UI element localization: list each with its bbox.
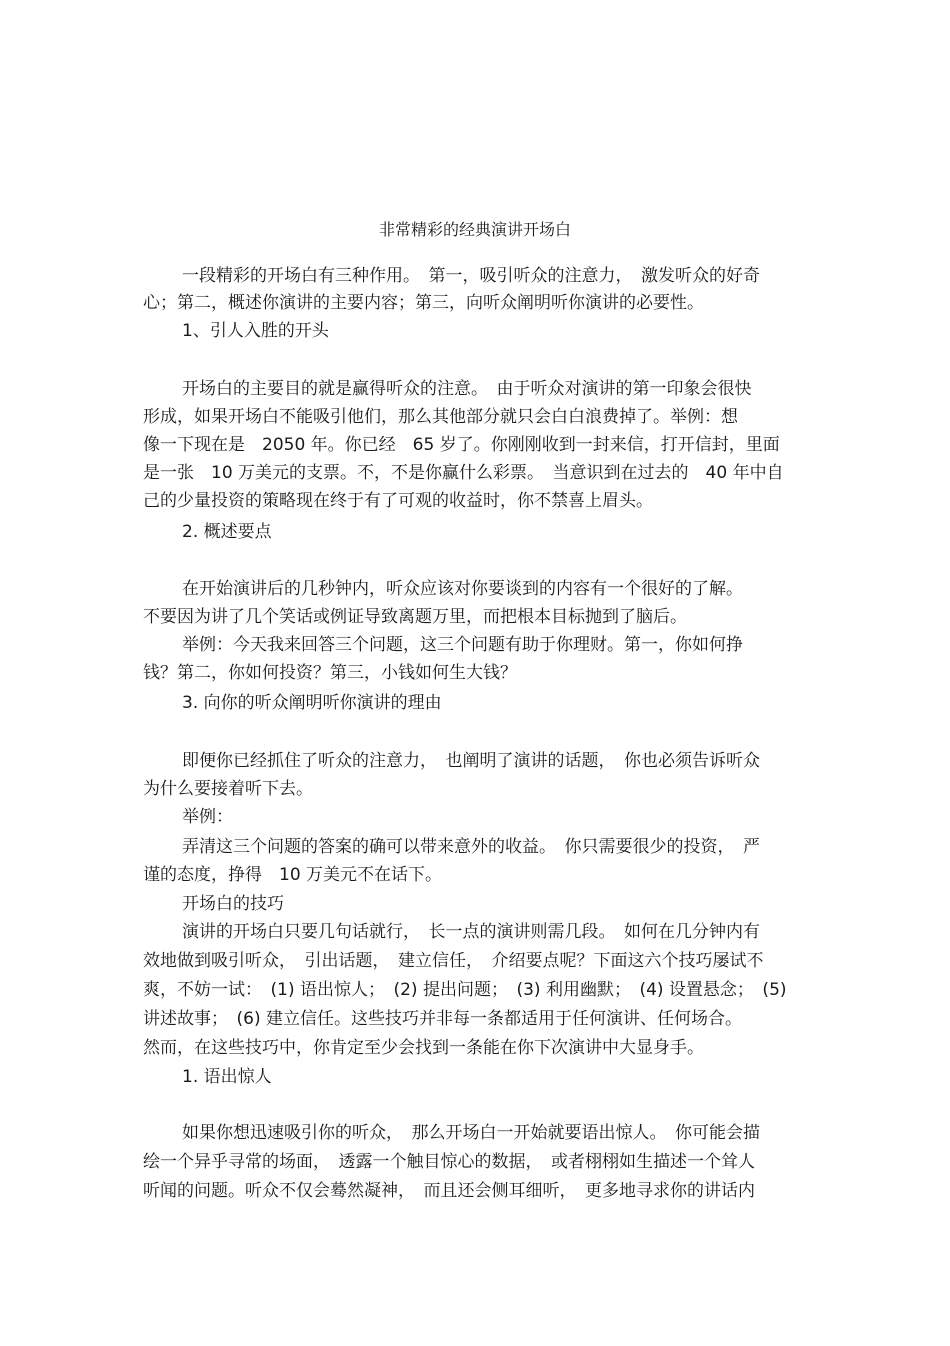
paragraph-line: 绘一个异乎寻常的场面， 透露一个触目惊心的数据， 或者栩栩如生描述一个耸人 — [143, 1152, 755, 1172]
paragraph-line: 在开始演讲后的几秒钟内，听众应该对你要谈到的内容有一个很好的了解。 — [182, 579, 743, 599]
paragraph-line: 一段精彩的开场白有三种作用。 第一，吸引听众的注意力， 激发听众的好奇 — [182, 266, 760, 286]
paragraph-line: 谨的态度，挣得 10 万美元不在话下。 — [143, 865, 443, 885]
paragraph-line: 听闻的问题。听众不仅会蓦然凝神， 而且还会侧耳细听， 更多地寻求你的讲话内 — [143, 1181, 755, 1201]
paragraph-line: 己的少量投资的策略现在终于有了可观的收益时，你不禁喜上眉头。 — [143, 491, 653, 511]
paragraph-line: 如果你想迅速吸引你的听众， 那么开场白一开始就要语出惊人。 你可能会描 — [182, 1123, 760, 1143]
paragraph-line: 效地做到吸引听众， 引出话题， 建立信任， 介绍要点呢？下面这六个技巧屡试不 — [143, 951, 764, 971]
section-heading: 3. 向你的听众阐明听你演讲的理由 — [182, 693, 442, 713]
paragraph-line: 弄清这三个问题的答案的确可以带来意外的收益。 你只需要很少的投资， 严 — [182, 837, 760, 857]
section-heading: 开场白的技巧 — [182, 894, 284, 914]
paragraph-line: 即便你已经抓住了听众的注意力， 也阐明了演讲的话题， 你也必须告诉听众 — [182, 751, 760, 771]
paragraph-line: 心；第二，概述你演讲的主要内容；第三，向听众阐明听你演讲的必要性。 — [143, 293, 704, 313]
paragraph-line: 爽，不妨一试： (1) 语出惊人； (2) 提出问题； (3) 利用幽默； (4) 设置悬念； (5) — [143, 980, 787, 1000]
paragraph-line: 是一张 10 万美元的支票。不，不是你赢什么彩票。 当意识到在过去的 40 年中自 — [143, 463, 784, 483]
section-heading: 2. 概述要点 — [182, 522, 272, 542]
section-heading: 1. 语出惊人 — [182, 1067, 272, 1087]
paragraph-line: 讲述故事； (6) 建立信任。这些技巧并非每一条都适用于任何演讲、任何场合。 — [143, 1009, 742, 1029]
paragraph-line: 举例： — [182, 807, 233, 827]
paragraph-line: 然而，在这些技巧中，你肯定至少会找到一条能在你下次演讲中大显身手。 — [143, 1038, 704, 1058]
paragraph-line: 像一下现在是 2050 年。你已经 65 岁了。你刚刚收到一封来信，打开信封，里面 — [143, 435, 780, 455]
section-heading: 1、引人入胜的开头 — [182, 321, 329, 341]
paragraph-line: 演讲的开场白只要几句话就行， 长一点的演讲则需几段。 如何在几分钟内有 — [182, 922, 760, 942]
paragraph-line: 钱？第二，你如何投资？第三，小钱如何生大钱？ — [143, 663, 517, 683]
paragraph-line: 为什么要接着听下去。 — [143, 779, 313, 799]
paragraph-line: 举例：今天我来回答三个问题，这三个问题有助于你理财。第一，你如何挣 — [182, 635, 743, 655]
paragraph-line: 不要因为讲了几个笑话或例证导致离题万里，而把根本目标抛到了脑后。 — [143, 607, 687, 627]
paragraph-line: 开场白的主要目的就是赢得听众的注意。 由于听众对演讲的第一印象会很快 — [182, 379, 752, 399]
document-title: 非常精彩的经典演讲开场白 — [378, 220, 571, 239]
paragraph-line: 形成，如果开场白不能吸引他们，那么其他部分就只会白白浪费掉了。举例：想 — [143, 407, 738, 427]
